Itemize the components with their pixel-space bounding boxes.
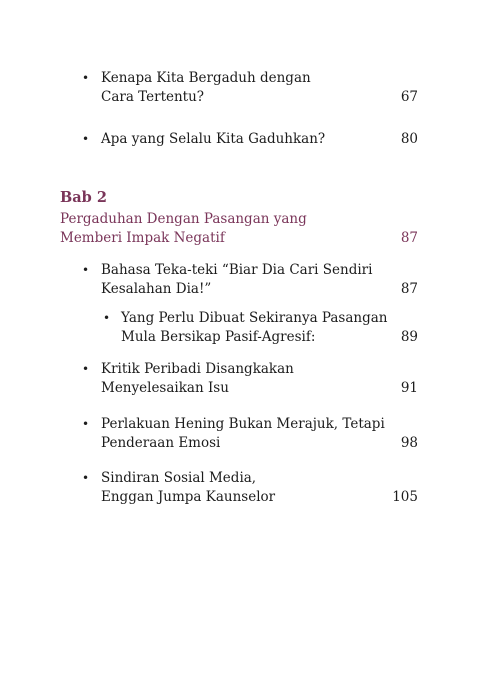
bullet-icon: • <box>82 263 90 277</box>
chapter-label: Bab 2 <box>60 189 107 206</box>
bullet-icon: • <box>103 311 111 325</box>
chapter-page-number: 87 <box>400 230 418 246</box>
toc-page-number: 89 <box>400 329 418 345</box>
toc-entry-title: Enggan Jumpa Kaunselor <box>101 489 276 505</box>
bullet-icon: • <box>82 362 90 376</box>
toc-entry-title: Sindiran Sosial Media, <box>101 470 257 486</box>
toc-entry-title: Kritik Peribadi Disangkakan <box>101 361 294 377</box>
toc-page-number: 98 <box>400 435 418 451</box>
toc-entry-title: Apa yang Selalu Kita Gaduhkan? <box>101 131 326 147</box>
toc-entry-title: Bahasa Teka-teki “Biar Dia Cari Sendiri <box>101 262 373 278</box>
bullet-icon: • <box>82 71 90 85</box>
bullet-icon: • <box>82 132 90 146</box>
toc-entry-title: Perlakuan Hening Bukan Merajuk, Tetapi <box>101 416 385 432</box>
toc-entry-title: Kesalahan Dia!” <box>101 281 212 297</box>
toc-entry-title: Mula Bersikap Pasif-Agresif: <box>121 329 316 345</box>
toc-entry-title: Yang Perlu Dibuat Sekiranya Pasangan <box>121 310 388 326</box>
toc-page-number: 87 <box>400 281 418 297</box>
toc-page-number: 67 <box>400 89 418 105</box>
bullet-icon: • <box>82 417 90 431</box>
chapter-title: Memberi Impak Negatif <box>60 230 225 246</box>
bullet-icon: • <box>82 471 90 485</box>
toc-entry-title: Cara Tertentu? <box>101 89 205 105</box>
chapter-title: Pergaduhan Dengan Pasangan yang <box>60 211 307 227</box>
toc-entry-title: Kenapa Kita Bergaduh dengan <box>101 70 311 86</box>
toc-page-number: 105 <box>392 489 418 505</box>
toc-entry-title: Penderaan Emosi <box>101 435 221 451</box>
toc-page-number: 91 <box>400 380 418 396</box>
toc-page-number: 80 <box>400 131 418 147</box>
toc-entry-title: Menyelesaikan Isu <box>101 380 229 396</box>
